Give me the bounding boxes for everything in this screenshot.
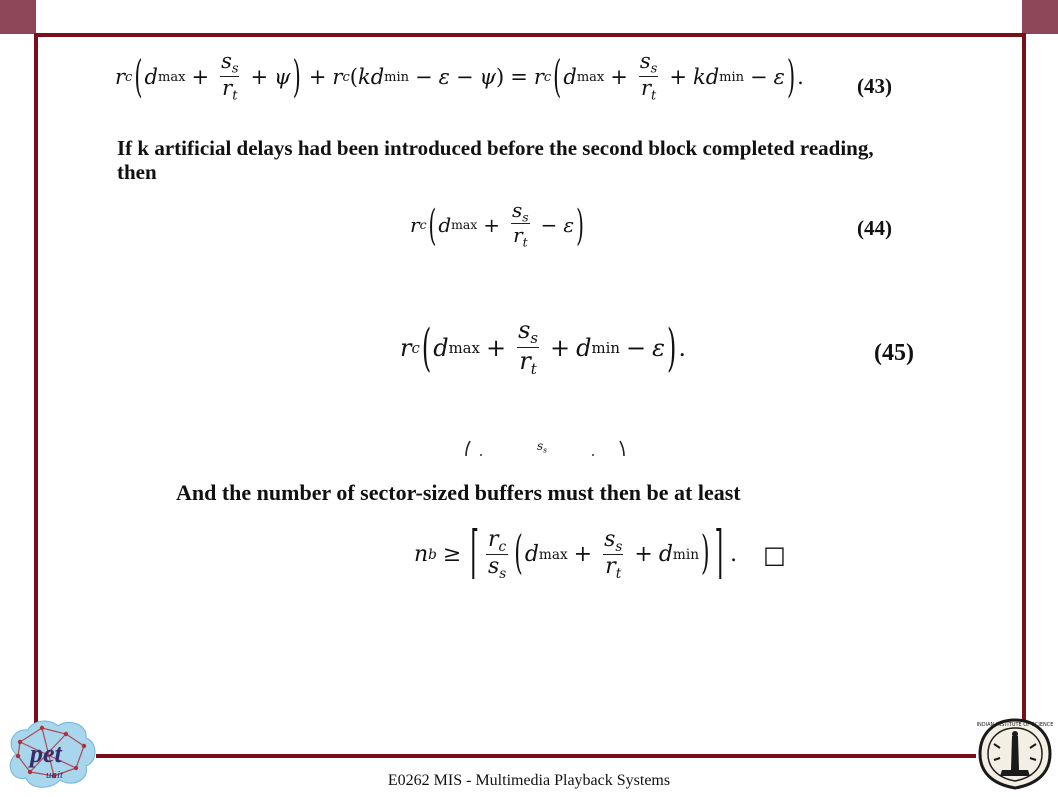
clipped-equation-fragment: $s_s$ xyxy=(463,440,627,456)
corner-block-right xyxy=(1022,0,1058,34)
equation-43-number: (43) xyxy=(857,74,892,98)
equation-45-number: (45) xyxy=(874,340,914,366)
svg-text:unit: unit xyxy=(46,769,64,781)
paragraph-1: If k artificial delays had been introduced before the second block completed reading, then xyxy=(117,136,874,184)
svg-text:pet: pet xyxy=(30,739,62,768)
equation-44: r c ( d max + $\frac{s_s}{r_t}$ − ε ) xyxy=(410,198,584,250)
footer-title: E0262 MIS - Multimedia Playback Systems xyxy=(387,772,671,789)
qed-symbol: □ xyxy=(763,540,786,569)
paragraph-2: And the number of sector-sized buffers must then be at least xyxy=(176,480,741,505)
equation-44-number: (44) xyxy=(857,216,892,240)
svg-text:INDIAN INSTITUTE OF SCIENCE: INDIAN INSTITUTE OF SCIENCE xyxy=(976,722,1054,728)
corner-block-left xyxy=(0,0,36,34)
equation-43: r c ( d max + $\frac{s_s}{r_t}$ + ψ ) + r c ( k d min − ε − ψ ) = r c ( d max + $\frac{s_s}{r_t}$ + k d min − ε ) . xyxy=(115,49,804,104)
equation-buffer-bound: n b ≥ ⌈ $\frac{r_c}{s_s}$ ( d max + $\frac{s_s}{r_t}$ + d min ) ⌉ . □ xyxy=(414,522,786,588)
equation-45: r c ( d max + $\frac{s_s}{r_t}$ + d min − ε ) . xyxy=(400,316,686,379)
bottom-rule xyxy=(96,754,976,758)
